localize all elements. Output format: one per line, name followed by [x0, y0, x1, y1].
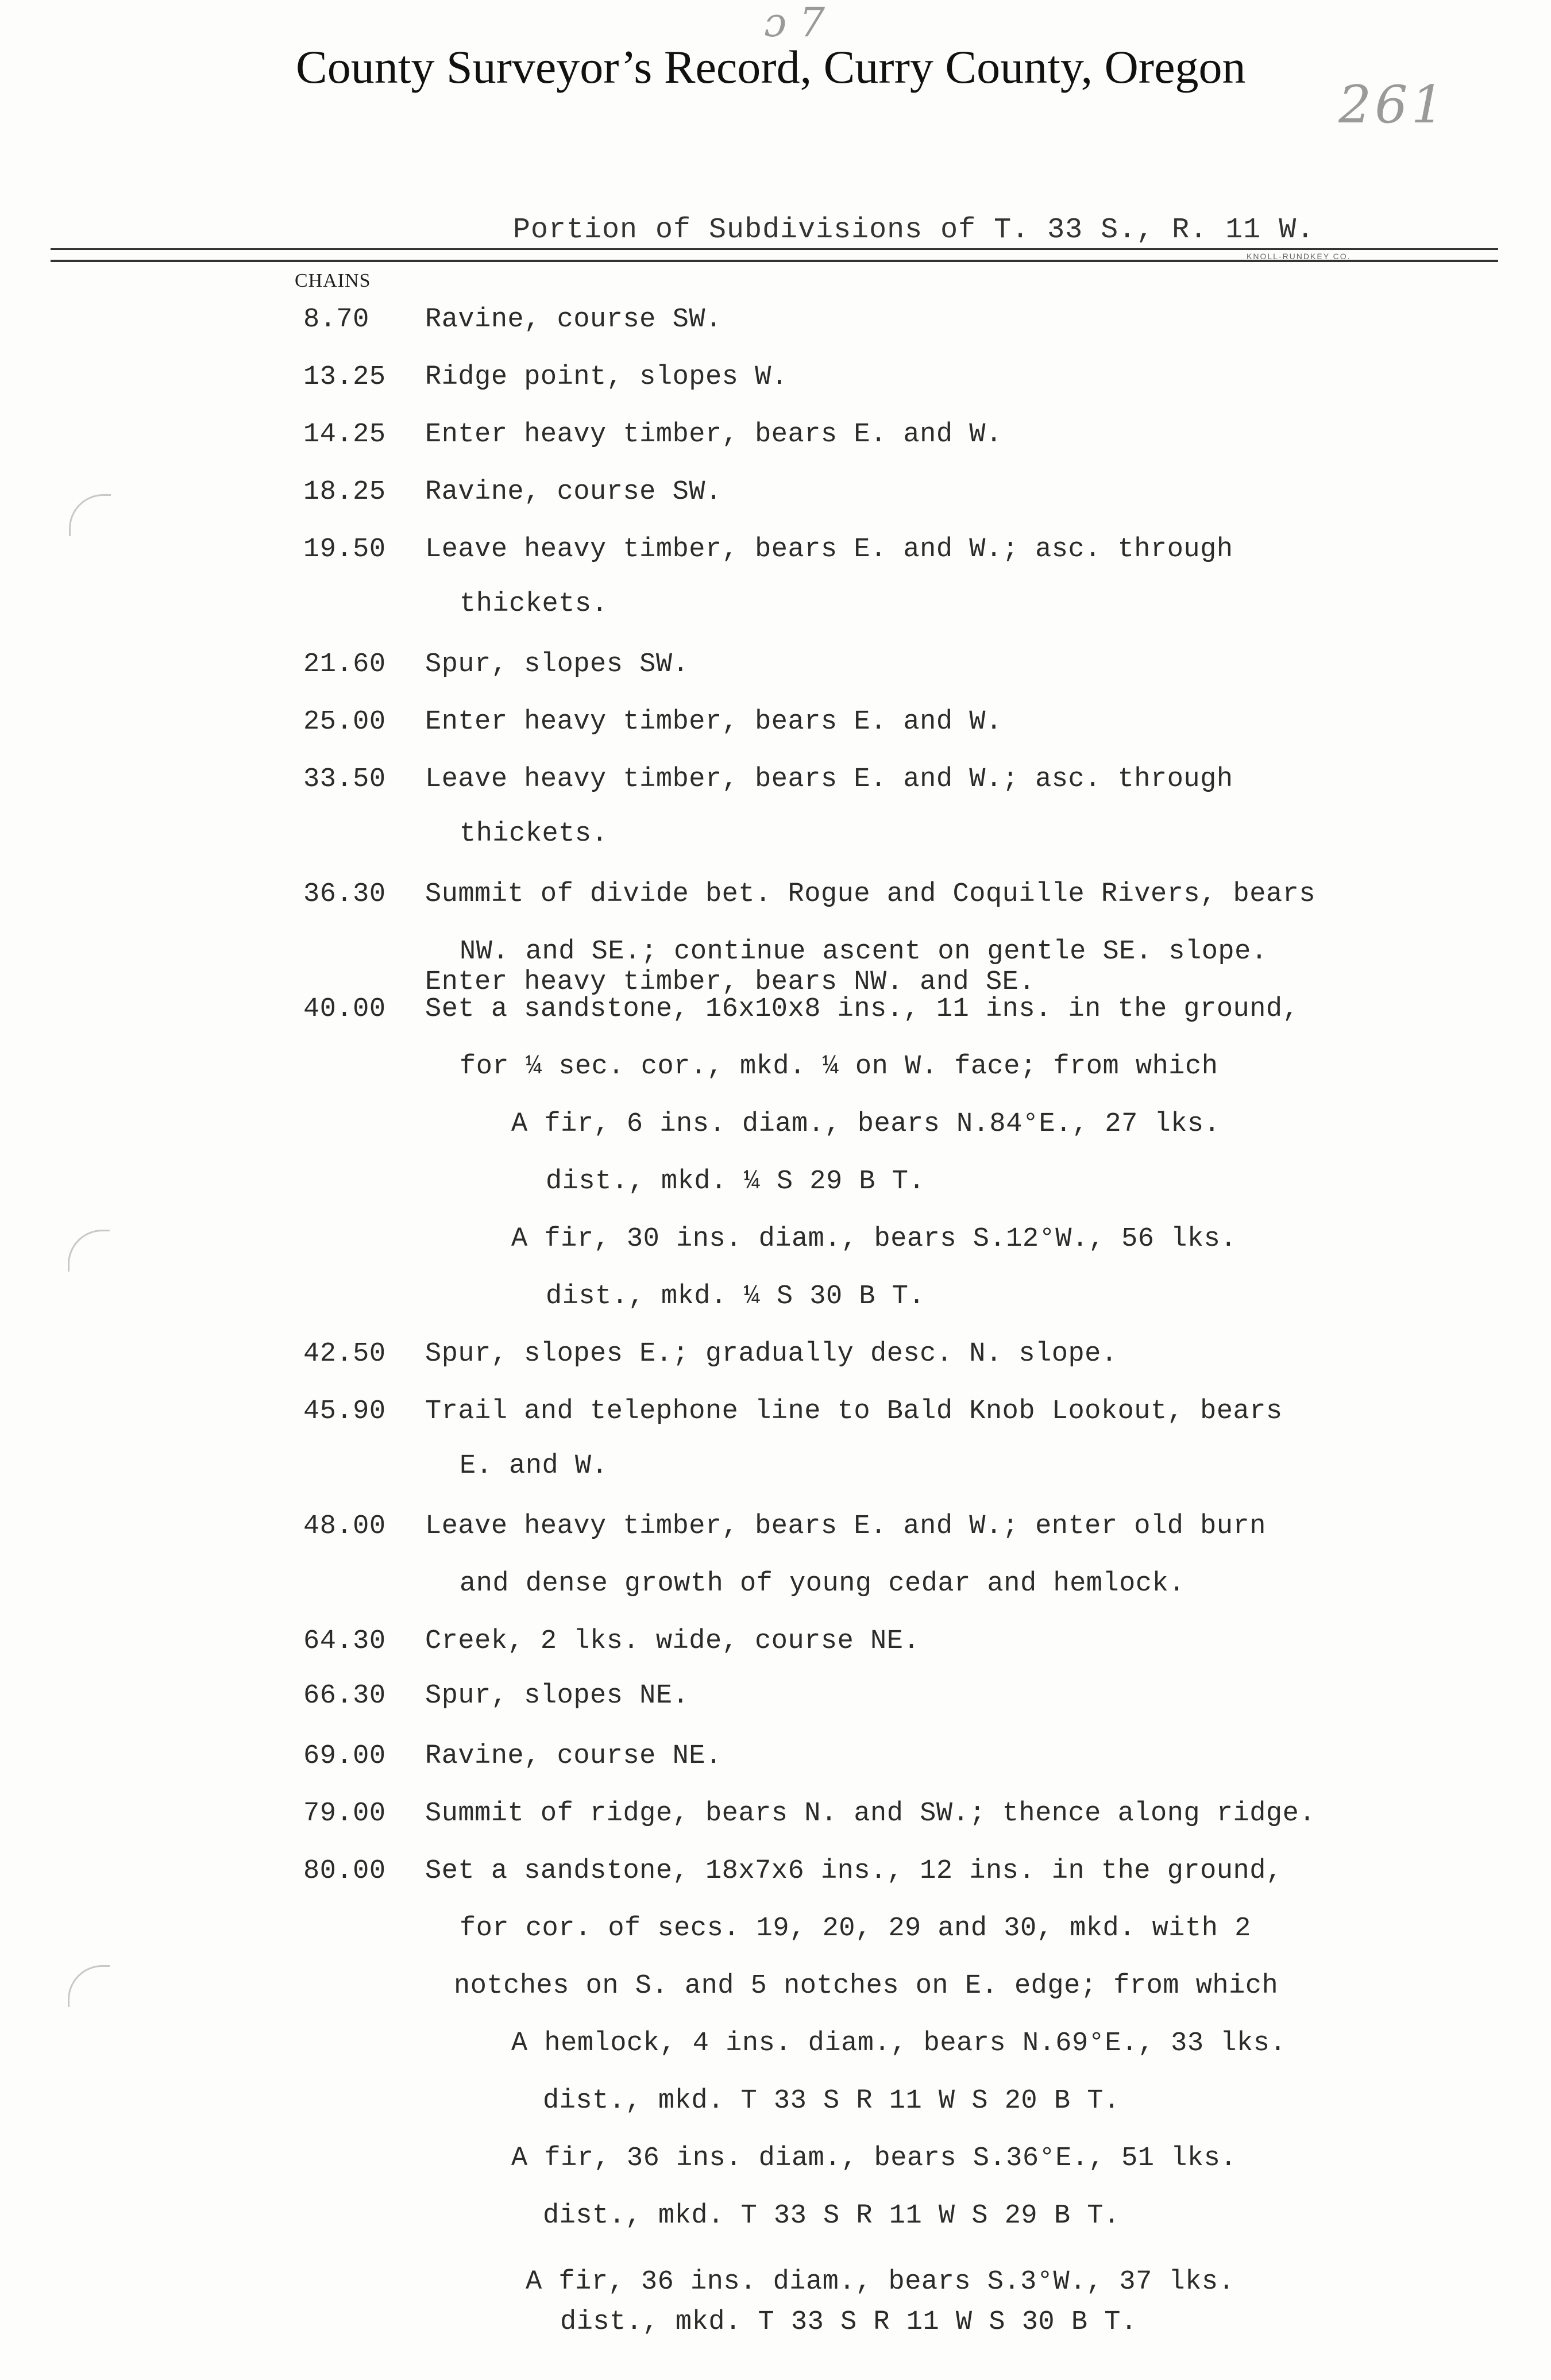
record-entry-text: Ravine, course SW.: [425, 477, 722, 507]
record-entry-text: Enter heavy timber, bears E. and W.: [425, 419, 1002, 450]
record-entry-text: Spur, slopes SW.: [425, 649, 689, 680]
record-entry-text: thickets.: [460, 589, 608, 619]
record-entry-text: Leave heavy timber, bears E. and W.; enter old burn: [425, 1511, 1266, 1542]
chain-distance: 66.30: [303, 1681, 386, 1711]
record-entry-text: Spur, slopes NE.: [425, 1681, 689, 1711]
chain-distance: 42.50: [303, 1339, 386, 1369]
record-entry-text: dist., mkd. ¼ S 30 B T.: [546, 1281, 925, 1312]
record-entry-text: for ¼ sec. cor., mkd. ¼ on W. face; from which: [460, 1052, 1218, 1082]
header-rule-top: [51, 248, 1498, 250]
record-entry-text: Trail and telephone line to Bald Knob Lookout, bears: [425, 1396, 1283, 1427]
record-entry-text: Summit of ridge, bears N. and SW.; thence along ridge.: [425, 1799, 1316, 1829]
chain-distance: 79.00: [303, 1799, 386, 1829]
record-entry-text: dist., mkd. T 33 S R 11 W S 29 B T.: [543, 2201, 1120, 2231]
record-entry-text: NW. and SE.; continue ascent on gentle SE. slope.: [460, 937, 1268, 967]
chain-distance: 80.00: [303, 1856, 386, 1886]
margin-punch-mark: [68, 1965, 110, 2007]
corner-handwritten-mark: ɔ 7: [764, 0, 825, 46]
record-entry-text: A hemlock, 4 ins. diam., bears N.69°E., 33 lks.: [511, 2028, 1287, 2059]
record-entry-text: Leave heavy timber, bears E. and W.; asc. through: [425, 764, 1233, 795]
record-entry-text: Ravine, course SW.: [425, 305, 722, 335]
chain-distance: 69.00: [303, 1741, 386, 1771]
chain-distance: 36.30: [303, 879, 386, 910]
record-entry-text: dist., mkd. T 33 S R 11 W S 30 B T.: [560, 2307, 1137, 2337]
chain-distance: 21.60: [303, 649, 386, 680]
record-entry-text: Ridge point, slopes W.: [425, 362, 788, 392]
page-subtitle: Portion of Subdivisions of T. 33 S., R. 11 W.: [513, 214, 1315, 247]
chain-distance: 45.90: [303, 1396, 386, 1427]
record-entry-text: dist., mkd. ¼ S 29 B T.: [546, 1166, 925, 1197]
record-entry-text: Summit of divide bet. Rogue and Coquille Rivers, bears: [425, 879, 1316, 910]
record-entry-text: A fir, 36 ins. diam., bears S.3°W., 37 lks.: [526, 2267, 1235, 2297]
record-entry-text: A fir, 6 ins. diam., bears N.84°E., 27 lks.: [511, 1109, 1221, 1139]
record-entry-text: and dense growth of young cedar and hemlock.: [460, 1569, 1186, 1599]
chain-distance: 64.30: [303, 1626, 386, 1657]
chain-distance: 14.25: [303, 419, 386, 450]
record-entry-text: notches on S. and 5 notches on E. edge; from which: [454, 1971, 1279, 2001]
record-entry-text: A fir, 30 ins. diam., bears S.12°W., 56 lks.: [511, 1224, 1237, 1254]
record-entry-text: thickets.: [460, 819, 608, 849]
record-entry-text: Creek, 2 lks. wide, course NE.: [425, 1626, 920, 1657]
printer-mark: KNOLL-RUNDKEY CO.: [1247, 252, 1351, 261]
chain-distance: 13.25: [303, 362, 386, 392]
chain-distance: 19.50: [303, 534, 386, 565]
record-entry-text: Set a sandstone, 18x7x6 ins., 12 ins. in the ground,: [425, 1856, 1283, 1886]
chain-distance: 33.50: [303, 764, 386, 795]
chain-distance: 25.00: [303, 707, 386, 737]
record-entry-text: Spur, slopes E.; gradually desc. N. slope.: [425, 1339, 1118, 1369]
margin-punch-mark: [68, 1230, 110, 1272]
chain-distance: 8.70: [303, 305, 369, 335]
record-entry-text: Leave heavy timber, bears E. and W.; asc. through: [425, 534, 1233, 565]
record-entry-text: E. and W.: [460, 1451, 608, 1481]
record-entry-text: Set a sandstone, 16x10x8 ins., 11 ins. in the ground,: [425, 994, 1299, 1025]
record-entry-text: for cor. of secs. 19, 20, 29 and 30, mkd. with 2: [460, 1913, 1251, 1944]
record-entry-text: A fir, 36 ins. diam., bears S.36°E., 51 lks.: [511, 2143, 1237, 2174]
record-entry-text: dist., mkd. T 33 S R 11 W S 20 B T.: [543, 2086, 1120, 2116]
chain-distance: 18.25: [303, 477, 386, 507]
page-number: 261: [1338, 75, 1448, 135]
page-title: County Surveyor’s Record, Curry County, Oregon: [296, 41, 1246, 93]
margin-punch-mark: [69, 494, 111, 536]
chains-column-head: CHAINS: [295, 270, 371, 291]
record-entry-text: Enter heavy timber, bears E. and W.: [425, 707, 1002, 737]
chain-distance: 40.00: [303, 994, 386, 1025]
record-entry-text: Ravine, course NE.: [425, 1741, 722, 1771]
chain-distance: 48.00: [303, 1511, 386, 1542]
record-entry-text: Enter heavy timber, bears NW. and SE.: [425, 967, 1036, 998]
